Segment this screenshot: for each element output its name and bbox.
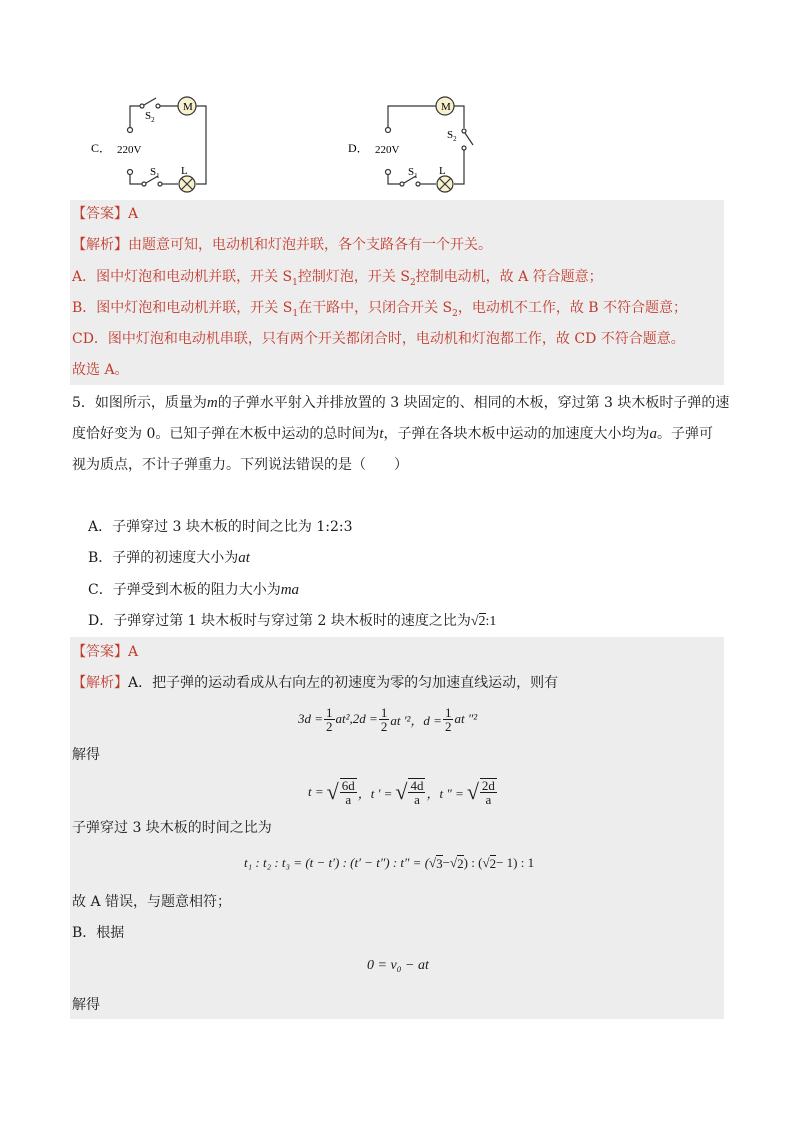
switch-s1-label: $S_1$ [150,166,160,180]
q5-option-d: D．子弹穿过第 1 块木板时与穿过第 2 块木板时的速度之比为√2:1 [88,613,497,629]
q4-choice: 故选 A。 [72,362,129,378]
analysis-label: 【解析】 [72,675,128,691]
voltage-label: 220V [375,144,400,156]
q4-analysis-cd: CD．图中灯泡和电动机串联，只有两个开关都闭合时，电动机和灯泡都工作，故 CD 不符合题意。 [72,331,685,347]
answer-label: 【答案】 [72,644,128,660]
q5-analysis-line [72,673,558,693]
option-c-label: C． [91,141,112,155]
voltage-label: 220V [117,144,142,156]
lamp-label: L [181,165,188,177]
q5-answer-line [72,642,138,662]
q5-stem-line2: 度恰好变为 0。已知子弹在木板中运动的总时间为t，子弹在各块木板中运动的加速度大小均为a。子弹可 [72,426,714,442]
equation-times: t = √ $\frac{6d}{a}$ ，t ' = √ $\frac{4d}{a}$ ，t " = √ $\frac{2d}{a}$ [308,778,495,807]
circuit-diagram-c [80,92,230,197]
switch-s1-label: $S_1$ [408,166,418,180]
circuit-diagram-d [338,92,488,197]
lamp-label: L [439,165,446,177]
switch-s2-label: $S_2$ [145,110,155,124]
answer-value: A [128,644,139,660]
analysis-text: A．把子弹的运动看成从右向左的初速度为零的匀加速直线运动，则有 [128,675,559,691]
equation-ratio: t₁ : t₂ : t₃ = (t − t′) : (t′ − t″) : t″ = ( √ 3 − √ 2 ) : ( √ 2 − 1) : 1 [244,855,535,871]
jiede-1: 解得 [72,747,100,763]
answer-label: 【答案】 [72,206,128,222]
answer-value: A [128,206,139,222]
q4-analysis-a: A．图中灯泡和电动机并联，开关 $S_1$控制灯泡，开关 $S_2$控制电动机，故 A 符合题意； [72,269,603,288]
motor-label: M [441,101,451,113]
q5-option-c: C．子弹受到木板的阻力大小为ma [88,582,300,598]
q5-option-a: A．子弹穿过 3 块木板的时间之比为 1:2:3 [88,519,353,535]
q4-analysis-line [72,235,492,255]
q5-stem-line1: 5．如图所示，质量为m的子弹水平射入并排放置的 3 块固定的、相同的木板，穿过第 3 块木板时子弹的速 [72,395,730,411]
ratio-intro: 子弹穿过 3 块木板的时间之比为 [72,820,272,836]
motor-label: M [183,101,193,113]
q4-answer-line [72,204,138,224]
jiede-2: 解得 [72,997,100,1013]
q4-analysis-b: B．图中灯泡和电动机并联，开关 $S_1$在干路中，只闭合开关 $S_2$，电动机不工作，故 B 不符合题意； [72,300,688,319]
a-wrong-conclusion: 故 A 错误，与题意相符； [72,894,232,910]
switch-s2-label: $S_2$ [447,129,457,143]
q5-stem-line3: 视为质点，不计子弹重力。下列说法错误的是（ ） [72,457,408,473]
equation-displacement: 3d = $\frac{1}{2}$ at²,2d = $\frac{1}{2}$ at ′²，d = $\frac{1}{2}$ at ″² [298,704,478,734]
analysis-text: 由题意可知，电动机和灯泡并联，各个支路各有一个开关。 [128,237,492,253]
b-basis: B．根据 [72,925,125,941]
equation-velocity: 0 = v₀ − at [367,958,429,973]
analysis-label: 【解析】 [72,237,128,253]
q5-option-b: B．子弹的初速度大小为at [88,550,250,566]
option-d-label: D． [348,141,369,155]
